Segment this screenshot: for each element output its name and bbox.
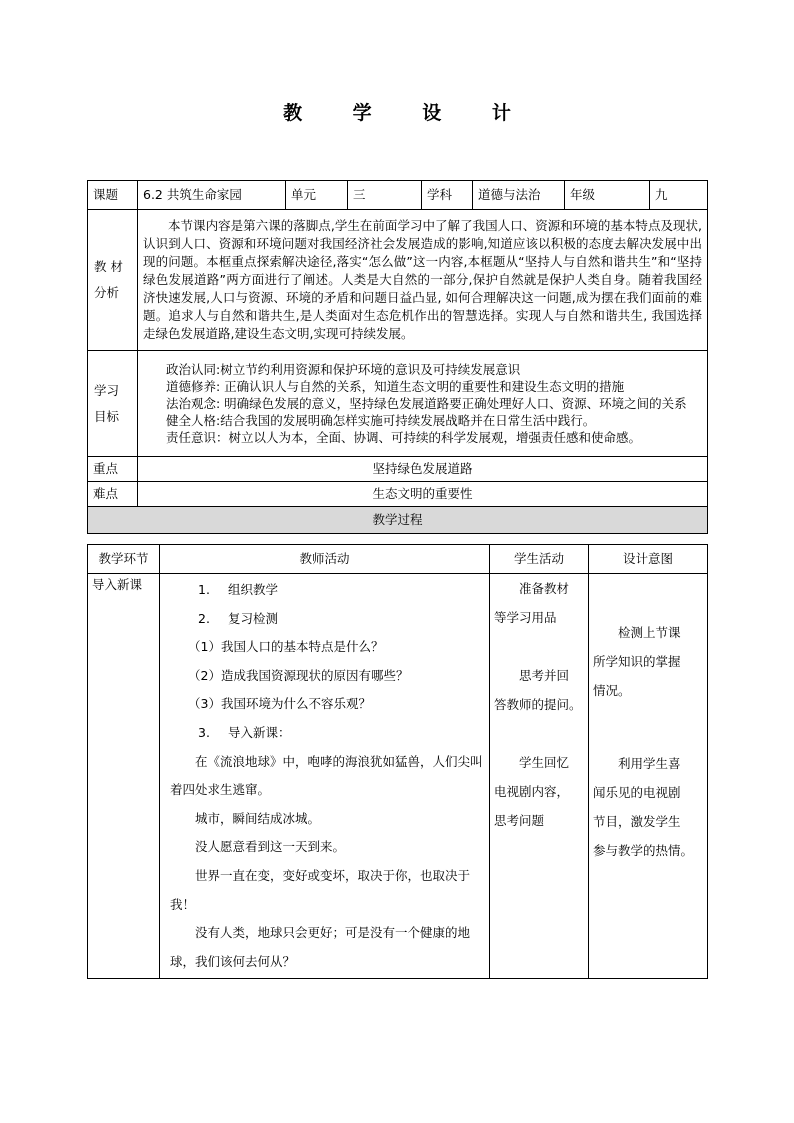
column-design: 设计意图: [589, 545, 708, 574]
key-point-label: 重点: [88, 457, 138, 482]
goals-row: [88, 351, 708, 457]
review-question: （2）造成我国资源现状的原因有哪些？: [188, 667, 409, 683]
process-header: 教学过程: [88, 507, 708, 534]
goals-label: [88, 351, 138, 457]
difficulty-value: 生态文明的重要性: [138, 482, 708, 507]
review-question: （3）我国环境为什么不容乐观？: [188, 696, 371, 712]
review-question: （1）我国人口的基本特点是什么？: [188, 639, 384, 655]
analysis-label-line2: 分析: [94, 285, 120, 300]
process-header-row: [88, 507, 708, 534]
goals-list: [138, 351, 708, 457]
process-columns-row: [88, 545, 708, 574]
subject-value: 道德与法治: [473, 181, 565, 210]
goals-label-line1: 学习: [94, 382, 120, 398]
analysis-row: [88, 210, 708, 351]
column-stage: 教学环节: [88, 545, 160, 574]
column-teacher: 教师活动: [160, 545, 490, 574]
goal-item: 责任意识：树立以人为本，全面、协调、可持续的科学发展观，增强责任感和使命感。: [166, 430, 642, 445]
grade-label: 年级: [565, 181, 650, 210]
intro-paragraph: 没人愿意看到这一天到来。: [195, 839, 346, 855]
teacher-activity: [160, 574, 490, 979]
stage-cell: 导入新课: [88, 574, 160, 979]
course-value: 6.2 共筑生命家园: [138, 181, 286, 210]
column-student: 学生活动: [490, 545, 589, 574]
intro-paragraph: 没有人类，地球只会更好；可是没有一个健康的地球，我们该何去何从？: [170, 925, 471, 969]
key-point-value: 坚持绿色发展道路: [138, 457, 708, 482]
goal-item: 健全人格:结合我国的发展明确怎样实施可持续发展战略并在日常生活中践行。: [166, 413, 596, 428]
page-title: 教 学 设 计: [283, 102, 533, 124]
intro-paragraph: 城市，瞬间结成冰城。: [195, 810, 321, 826]
process-table: [87, 544, 708, 979]
subject-label: 学科: [422, 181, 473, 210]
goal-item: 政治认同:树立节约利用资源和保护环境的意识及可持续发展意识: [166, 362, 521, 377]
key-point-row: [88, 457, 708, 482]
teacher-step: 3. 导入新课：: [198, 724, 291, 740]
goal-item: 道德修养: 正确认识人与自然的关系，知道生态文明的重要性和建设生态文明的措施: [166, 379, 625, 394]
intro-paragraph: 世界一直在变，变好或变坏，取决于你，也取决于我！: [170, 867, 471, 912]
info-row: [88, 181, 708, 210]
difficulty-label: 难点: [88, 482, 138, 507]
process-row-intro: [88, 574, 708, 979]
unit-value: 三: [348, 181, 422, 210]
goals-label-line2: 目标: [94, 408, 120, 424]
design-intent: 检测上节课 所学知识的掌握 情况。 利用学生喜 闻乐见的电视剧 节目，激发学生 参与教学的热情。: [589, 574, 708, 979]
goal-item: 法治观念: 明确绿色发展的意义，坚持绿色发展道路要正确处理好人口、资源、环境之间的关系: [166, 396, 687, 411]
grade-value: 九: [650, 181, 708, 210]
difficulty-row: [88, 482, 708, 507]
analysis-text: 本节课内容是第六课的落脚点,学生在前面学习中了解了我国人口、资源和环境的基本特点及现状,认识到人口、资源和环境问题对我国经济社会发展造成的影响,知道应该以积极的态度去解决发展中出现的问题。本框重点探索解决途径,落实“怎么做”这一内容,本框题从“坚持人与自然和谐共生”和“坚持绿色发展道路”两方面进行了阐述。人类是大自然的一部分,保护自然就是保护人类自身。随着我国经济快速发展,人口与资源、环境的矛盾和问题日益凸显, 如何合理解决这一问题,成为摆在我们面前的难题。追求人与自然和谐共生,是人类面对生态危机作出的智慧选择。实现人与自然和谐共生, 我国选择走绿色发展道路,建设生态文明,实现可持续发展。: [138, 210, 708, 351]
analysis-label-line1: 教 材: [94, 259, 123, 274]
teacher-step: 1. 组织教学: [198, 582, 279, 597]
analysis-label: [88, 210, 138, 351]
student-activity: 准备教材 等学习用品 思考并回 答教师的提问。 学生回忆 电视剧内容， 思考问题: [490, 574, 589, 979]
lesson-plan-table: [87, 180, 708, 534]
intro-paragraph: 在《流浪地球》中，咆哮的海浪犹如猛兽，人们尖叫着四处求生逃窜。: [170, 753, 483, 798]
unit-label: 单元: [286, 181, 348, 210]
teacher-step: 2. 复习检测: [198, 610, 279, 626]
course-label: 课题: [88, 181, 138, 210]
